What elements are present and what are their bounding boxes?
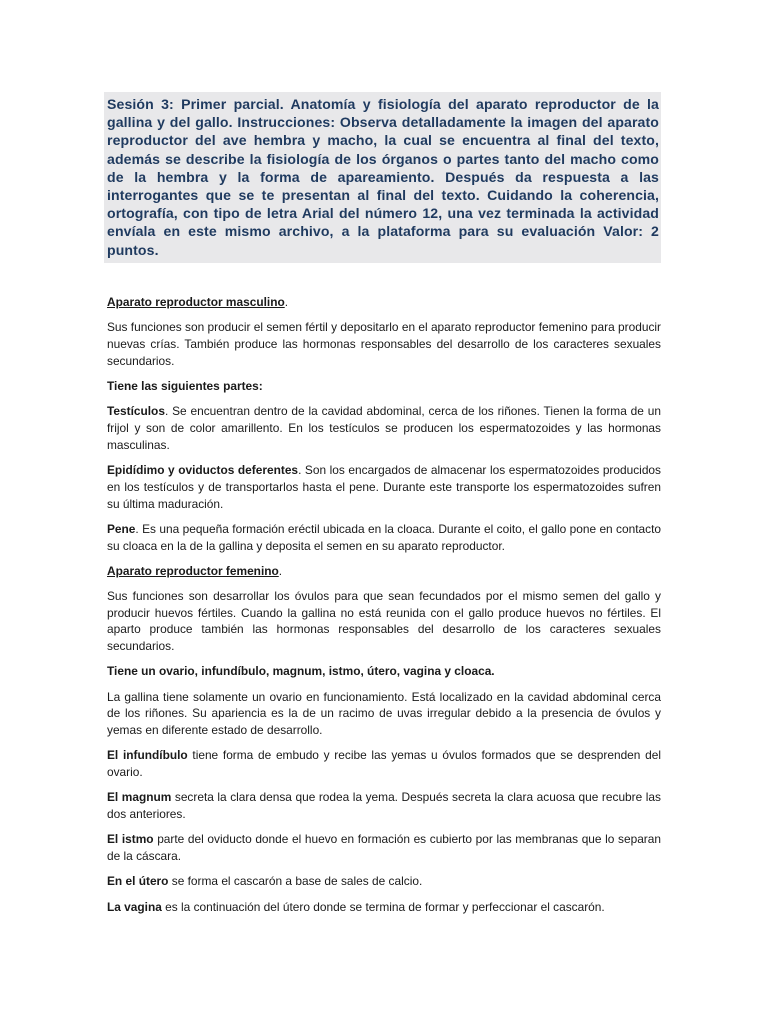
instructions-text: Sesión 3: Primer parcial. Anatomía y fisiología del aparato reproductor de la gallina y del gallo. Instrucciones: Observa detalladamente la imagen del aparato reproductor del ave hembra y macho, la cual se encuentra al final del texto, además se describe la fisiología de los órganos o partes tanto del macho como de la hembra y la forma de apareamiento. Después da respuesta a las interrogantes que se te presentan al final del texto. Cuidando la coherencia, ortografía, con tipo de letra Arial del número 12, una vez terminada la actividad envíala en este mismo archivo, a la plataforma para su evaluación Valor: 2 puntos. [107, 96, 659, 258]
masculino-heading-line [107, 294, 661, 311]
masculino-intro: Sus funciones son producir el semen fértil y depositarlo en el aparato reproductor femenino para producir nuevas crías. También produce las hormonas responsables del desarrollo de los caracteres sexuales secundarios. [107, 320, 661, 368]
magnum-paragraph [107, 789, 661, 823]
magnum-term: El magnum [107, 790, 172, 805]
masculino-parts-title: Tiene las siguientes partes: [107, 378, 263, 393]
infundibulo-paragraph [107, 747, 661, 781]
magnum-text: secreta la clara densa que rodea la yema. Después secreta la clara acuosa que recubre las dos anteriores. [107, 790, 661, 822]
istmo-paragraph [107, 831, 661, 865]
istmo-text: parte del oviducto donde el huevo en formación es cubierto por las membranas que lo separan de la cáscara. [107, 832, 661, 864]
epididimo-text: . Son los encargados de almacenar los espermatozoides producidos en los testículos y de transportarlos hasta el pene. Durante este transporte los espermatozoides sufren su última maduración. [107, 462, 661, 511]
pene-term: Pene [107, 521, 136, 536]
epididimo-term: Epidídimo y oviductos deferentes [107, 462, 299, 477]
femenino-heading-line [107, 563, 661, 580]
testiculos-paragraph [107, 403, 661, 453]
epididimo-paragraph [107, 462, 661, 512]
utero-paragraph [107, 873, 661, 890]
vagina-paragraph [107, 899, 661, 916]
istmo-term: El istmo [107, 832, 154, 847]
utero-text: se forma el cascarón a base de sales de calcio. [168, 874, 423, 889]
femenino-heading-punct: . [278, 563, 283, 578]
femenino-heading: Aparato reproductor femenino [107, 563, 279, 578]
infundibulo-text: tiene forma de embudo y recibe las yemas u óvulos formados que se desprenden del ovario. [107, 748, 661, 780]
instructions-box [104, 92, 661, 263]
ovario-paragraph: La gallina tiene solamente un ovario en funcionamiento. Está localizado en la cavidad abdominal cerca de los riñones. Su apariencia es la de un racimo de uvas irregular debido a la presencia de óvulos y yemas en diferente estado de desarrollo. [107, 689, 661, 738]
femenino-parts-title: Tiene un ovario, infundíbulo, magnum, istmo, útero, vagina y cloaca. [107, 664, 495, 679]
testiculos-text: . Se encuentran dentro de la cavidad abdominal, cerca de los riñones. Tienen la forma de un frijol y son de color amarillento. En los testículos se producen los espermatozoides y las hormonas masculinas. [107, 404, 661, 452]
masculino-heading: Aparato reproductor masculino [107, 295, 285, 309]
vagina-term: La vagina [107, 899, 162, 914]
utero-term: En el útero [107, 874, 169, 889]
pene-text: . Es una pequeña formación eréctil ubicada en la cloaca. Durante el coito, el gallo pone en contacto su cloaca en la de la gallina y deposita el semen en su aparato reproductor. [107, 521, 661, 553]
pene-paragraph [107, 521, 661, 555]
document-body [107, 294, 661, 924]
femenino-intro: Sus funciones son desarrollar los óvulos para que sean fecundados por el mismo semen del gallo y producir huevos fértiles. Cuando la gallina no está reunida con el gallo produce huevos no fértiles. El aparto produce también las hormonas responsables del desarrollo de los caracteres sexuales secundarios. [107, 588, 661, 654]
masculino-heading-punct: . [284, 295, 289, 309]
testiculos-term: Testículos [107, 404, 165, 419]
infundibulo-term: El infundíbulo [107, 748, 188, 763]
vagina-text: es la continuación del útero donde se termina de formar y perfeccionar el cascarón. [161, 899, 605, 914]
